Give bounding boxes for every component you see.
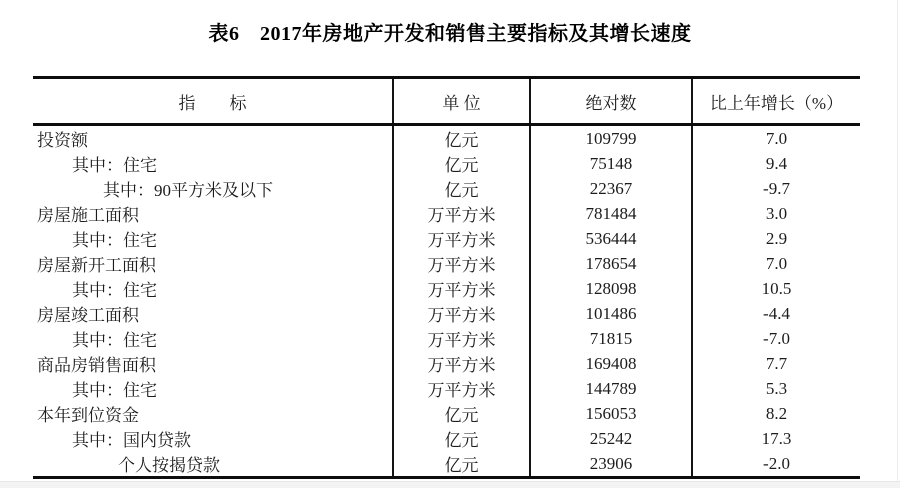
- table-row: [33, 376, 860, 401]
- table-row: [33, 201, 860, 226]
- absolute-value-cell: 23906: [530, 451, 692, 478]
- absolute-value-cell: 71815: [530, 326, 692, 351]
- growth-cell: -4.4: [692, 301, 860, 326]
- header-absolute-value: 绝对数: [530, 78, 692, 125]
- stat-table: [33, 76, 860, 479]
- unit-cell: 万平方米: [393, 351, 530, 376]
- growth-cell: -2.0: [692, 451, 860, 478]
- table-row: [33, 301, 860, 326]
- growth-cell: -9.7: [692, 176, 860, 201]
- growth-cell: 17.3: [692, 426, 860, 451]
- indicator-cell: 本年到位资金: [37, 406, 139, 425]
- unit-cell: 万平方米: [393, 226, 530, 251]
- growth-cell: 9.4: [692, 151, 860, 176]
- indicator-cell: 其中：国内贷款: [72, 431, 191, 450]
- indicator-cell: 其中：住宅: [72, 381, 157, 400]
- indicator-cell: 其中：住宅: [72, 331, 157, 350]
- absolute-value-cell: 536444: [530, 226, 692, 251]
- indicator-cell: 其中：住宅: [72, 281, 157, 300]
- unit-cell: 亿元: [393, 451, 530, 478]
- table-row: [33, 151, 860, 176]
- growth-cell: 3.0: [692, 201, 860, 226]
- header-growth: 比上年增长（%）: [692, 78, 860, 125]
- table-row: [33, 276, 860, 301]
- indicator-cell: 房屋施工面积: [37, 206, 139, 225]
- indicator-cell: 商品房销售面积: [37, 356, 156, 375]
- header-row: [33, 78, 860, 125]
- unit-cell: 万平方米: [393, 276, 530, 301]
- header-indicator: 指 标: [33, 78, 393, 125]
- table-row: [33, 326, 860, 351]
- growth-cell: 2.9: [692, 226, 860, 251]
- growth-cell: 8.2: [692, 401, 860, 426]
- unit-cell: 万平方米: [393, 251, 530, 276]
- growth-cell: 10.5: [692, 276, 860, 301]
- unit-cell: 万平方米: [393, 201, 530, 226]
- unit-cell: 亿元: [393, 176, 530, 201]
- indicator-cell: 个人按揭贷款: [118, 456, 220, 475]
- growth-cell: 7.0: [692, 251, 860, 276]
- table-row: [33, 125, 860, 152]
- table-row: [33, 451, 860, 478]
- growth-cell: 7.0: [692, 125, 860, 152]
- table-header: [33, 78, 860, 125]
- absolute-value-cell: 75148: [530, 151, 692, 176]
- absolute-value-cell: 178654: [530, 251, 692, 276]
- content-right-edge: [897, 0, 898, 488]
- header-unit: 单 位: [393, 78, 530, 125]
- unit-cell: 万平方米: [393, 376, 530, 401]
- absolute-value-cell: 144789: [530, 376, 692, 401]
- bottom-strip: [0, 481, 900, 488]
- unit-cell: 万平方米: [393, 301, 530, 326]
- table-row: [33, 176, 860, 201]
- indicator-cell: 其中：住宅: [72, 156, 157, 175]
- growth-cell: 7.7: [692, 351, 860, 376]
- table-row: [33, 401, 860, 426]
- unit-cell: 亿元: [393, 125, 530, 152]
- unit-cell: 亿元: [393, 151, 530, 176]
- absolute-value-cell: 156053: [530, 401, 692, 426]
- absolute-value-cell: 781484: [530, 201, 692, 226]
- absolute-value-cell: 25242: [530, 426, 692, 451]
- unit-cell: 亿元: [393, 401, 530, 426]
- indicator-cell: 其中：住宅: [72, 231, 157, 250]
- absolute-value-cell: 101486: [530, 301, 692, 326]
- absolute-value-cell: 169408: [530, 351, 692, 376]
- table-row: [33, 226, 860, 251]
- table-body: [33, 125, 860, 478]
- indicator-cell: 房屋新开工面积: [37, 256, 156, 275]
- unit-cell: 亿元: [393, 426, 530, 451]
- absolute-value-cell: 109799: [530, 125, 692, 152]
- growth-cell: -7.0: [692, 326, 860, 351]
- indicator-cell: 投资额: [37, 131, 88, 150]
- table-row: [33, 426, 860, 451]
- page-title: 表6 2017年房地产开发和销售主要指标及其增长速度: [208, 23, 692, 45]
- table-row: [33, 251, 860, 276]
- unit-cell: 万平方米: [393, 326, 530, 351]
- indicator-cell: 房屋竣工面积: [37, 306, 139, 325]
- indicator-cell: 其中：90平方米及以下: [103, 181, 273, 200]
- growth-cell: 5.3: [692, 376, 860, 401]
- table-row: [33, 351, 860, 376]
- absolute-value-cell: 22367: [530, 176, 692, 201]
- indicator-table: [33, 76, 860, 479]
- absolute-value-cell: 128098: [530, 276, 692, 301]
